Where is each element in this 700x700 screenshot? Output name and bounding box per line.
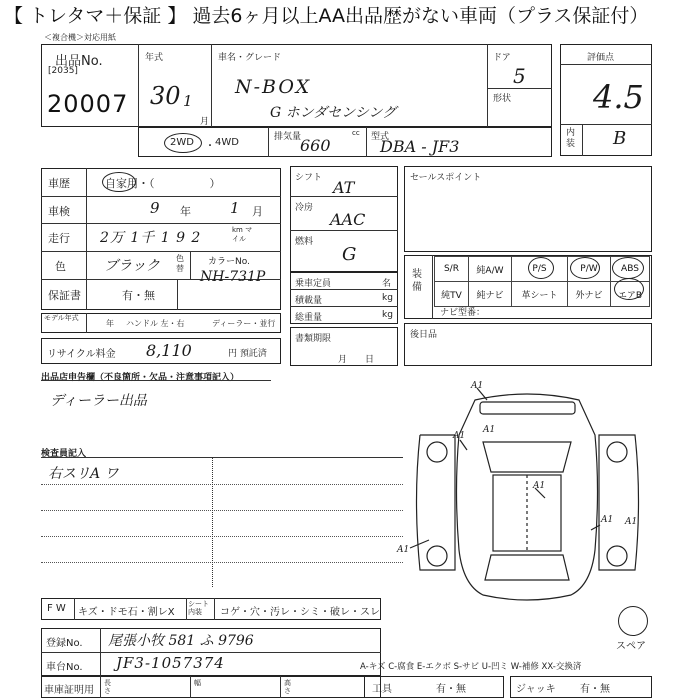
cert-height: 高さ [284,679,291,695]
equip-r2-0: 純TV [435,282,469,307]
equip-r1-3: P/W [567,257,610,282]
diagram-mark-1: A1 [453,431,466,441]
equip-r1-1: 純A/W [468,257,511,282]
diagram-front-right-wheel [607,442,627,462]
diagram-rear-left-wheel [427,546,447,566]
displacement-unit: cc [352,129,360,137]
sub-note: ＜複合機＞対応用紙 [44,33,116,42]
year-value: 30 [150,82,181,110]
model-year-label: モデル年式 [44,314,79,322]
warranty-value: 有・無 [122,289,155,302]
fuel-value: G [342,244,357,265]
equip-r2-3: 外ナビ [567,282,610,307]
tools-value: 有・無 [436,684,466,695]
chassis-value: JF3-1057374 [116,654,225,672]
banner-title: 【 トレタマ＋保証 】 過去6ヶ月以上AA出品歴がない車両（プラス保証付） [4,5,649,27]
seller-notes-text: ディーラー出品 [50,393,147,409]
doors-label: ドア [493,53,511,63]
capacity-unit-0: 名 [382,279,392,289]
damage-legend: A-キズ C-腐食 E-エクボ S-サビ U-凹ミ W-補修 XX-交換済 [360,662,582,672]
diagram-right-side [599,435,639,570]
diagram-annot-lower [410,540,429,548]
inspection-label: 車検 [48,205,70,218]
diagram-left-side [417,435,456,570]
model-grade: G ホンダセンシング [270,105,397,121]
inspector-notes-label: 検査員記入 [41,449,87,459]
diagram-rear-right-wheel [607,546,627,566]
diagram-body-outline [457,394,598,600]
cert-label: 車庫証明用 [44,685,94,696]
inspector-notes-text: 右スリA ワ [48,466,119,482]
cert-width: 幅 [194,679,201,687]
mileage-unit: km マイル [232,226,253,243]
diagram-mark-3: A1 [601,515,614,525]
shift-label: シフト [295,173,323,183]
handle-label: ハンドル 左・右 [126,319,185,328]
equip-r1-4: ABS [611,257,650,282]
rear-note-label: 後日品 [410,330,438,340]
lot-number: 20007 [47,90,129,118]
capacity-label-2: 総重量 [295,313,323,323]
lot-label: 出品No. [55,54,103,69]
model-name: N-BOX [235,76,312,98]
diagram-mark-2: A1 [533,481,546,491]
drive-2wd: 2WD [170,137,194,148]
inspection-year-unit: 年 [180,205,191,218]
seat-items: コゲ・穴・汚レ・シミ・破レ・スレ [220,607,380,618]
fw-items: キズ・ドモ石・割レX [78,607,175,618]
shape-label: 形状 [493,94,512,104]
type-value: DBA - JF3 [380,137,460,156]
dealer-label: ディーラー・並行 [212,319,276,328]
navi-label: ナビ型番： [440,308,486,318]
model-label: 車名・グレード [218,53,282,63]
jack-label: ジャッキ [516,684,556,695]
model-year-unit: 年 [106,319,114,328]
fw-label: F W [47,603,66,614]
tools-label: 工具 [372,684,392,695]
inspection-year: 9 [150,199,160,217]
equip-r1-0: S/R [435,257,469,282]
car-diagram [395,380,660,615]
interior-label: 内装 [566,128,576,149]
shift-value: AT [333,178,355,197]
history-value: 自家用・（ ） [105,177,221,190]
diagram-mark-6: A1 [483,425,496,435]
inspection-month-unit: 月 [252,205,263,218]
doors-value: 5 [513,64,526,88]
displacement-value: 660 [300,136,331,155]
registration-label: 登録No. [46,638,83,649]
chassis-label: 車台No. [46,662,83,673]
docs-deadline-label: 書類期限 [295,334,332,344]
history-label: 車歴 [48,177,70,190]
spare-tire-icon [618,606,648,636]
color-value: ブラック [104,258,160,274]
mileage-value: 2万 1千 1 9 2 [100,230,202,246]
year-month: 1 [183,92,193,110]
equip-r1-2: P/S [512,257,568,282]
seller-notes-label: 出品店申告欄（不良箇所・欠品・注意事項記入） [41,373,240,383]
capacity-label-0: 乗車定員 [295,279,332,289]
recycle-value: 8,110 [146,341,192,360]
diagram-annot-left [460,440,467,450]
equip-r2-4: エアB [611,282,650,307]
capacity-label-1: 積載量 [295,296,323,306]
displacement-label: 排気量 [274,132,302,142]
diagram-mark-4: A1 [397,545,410,555]
recycle-label: リサイクル料金 [47,349,116,360]
lot-code: [2035] [48,66,78,76]
mileage-label: 走行 [48,232,70,245]
year-month-unit: 月 [200,117,210,127]
capacity-unit-1: kg [382,293,393,303]
interior-value: B [613,128,627,149]
warranty-label: 保証書 [48,289,81,302]
inspection-month: 1 [230,199,240,217]
score-value: 4.5 [593,78,644,116]
ac-value: AAC [330,210,366,229]
diagram-windshield [483,442,571,472]
cert-length: 長さ [104,679,111,695]
docs-deadline-unit: 月 日 [338,355,375,365]
sales-point-label: セールスポイント [410,173,482,183]
rear-note-box [404,323,652,366]
diagram-front-bumper [480,402,575,414]
diagram-front-left-wheel [427,442,447,462]
recycle-unit: 円 預託済 [228,349,267,359]
colorno-label: カラーNo. [208,257,250,267]
capacity-unit-2: kg [382,310,393,320]
ac-label: 冷房 [295,203,314,213]
equip-r2-2: 革シート [512,282,568,307]
score-label: 評価点 [587,53,615,63]
diagram-mark-0: A1 [471,381,484,391]
type-label: 型式 [371,132,390,142]
color-label: 色 [55,260,66,273]
spare-label: スペア [616,641,646,652]
equipment-label: 装備 [412,269,422,293]
diagram-rear-window [485,555,569,580]
fuel-label: 燃料 [295,237,314,247]
seat-label: シート内装 [188,600,209,616]
diagram-mark-5: A1 [625,517,638,527]
colorno-value: NH-731P [200,269,266,285]
drive-4wd: 4WD [215,137,239,148]
equip-r2-1: 純ナビ [468,282,511,307]
registration-value: 尾張小牧 581 ふ 9796 [108,633,254,649]
year-label: 年式 [145,53,164,63]
color-change-label: 色替 [176,254,184,273]
jack-value: 有・無 [580,684,610,695]
